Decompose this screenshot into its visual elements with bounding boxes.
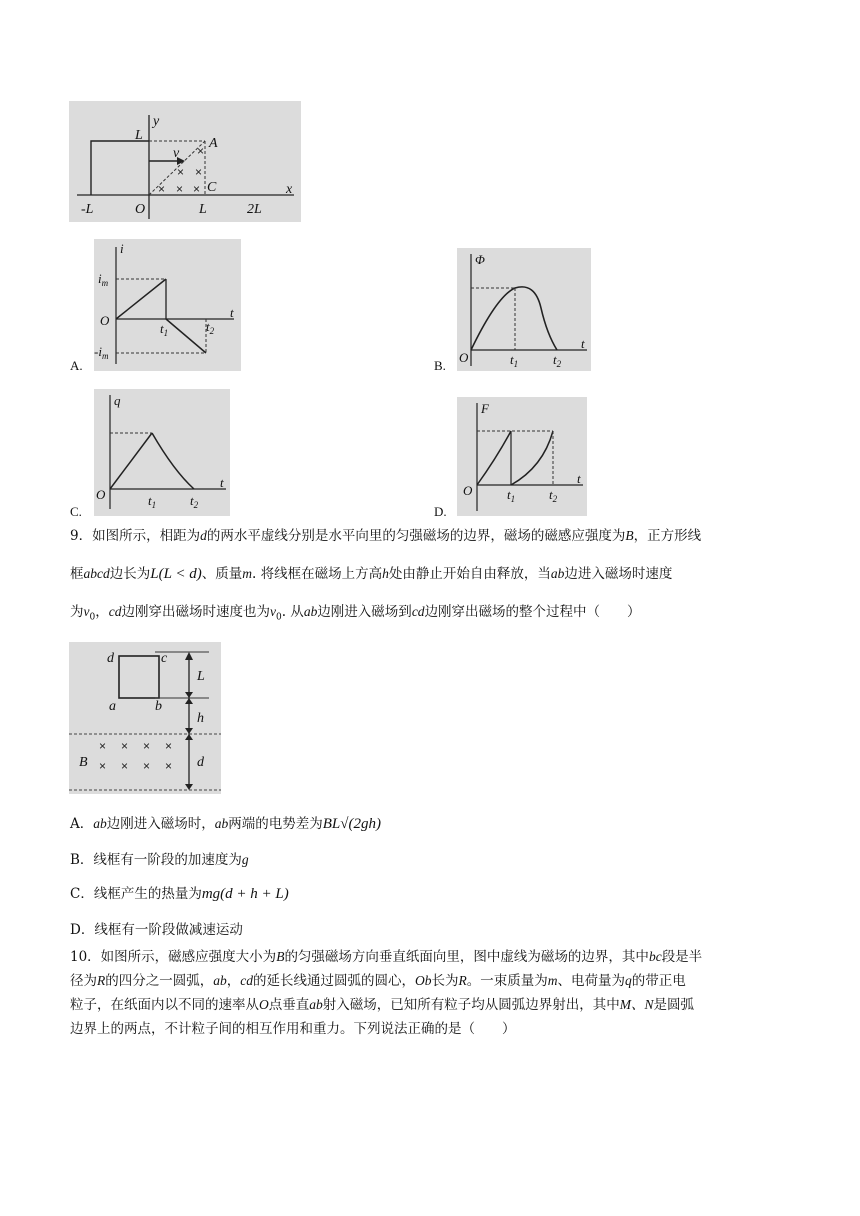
label-im: i bbox=[98, 271, 102, 286]
label-O: O bbox=[459, 350, 469, 365]
q10-line-3: 粒子，在纸面内以不同的速率从O点垂直ab射入磁场，已知所有粒子均从圆弧边界射出，其中M、N是圆弧 bbox=[70, 997, 694, 1013]
label-d-corner: d bbox=[107, 651, 114, 666]
label-im-sub: m bbox=[101, 278, 109, 288]
svg-text:×: × bbox=[176, 182, 184, 196]
svg-text:×: × bbox=[193, 182, 201, 196]
axis-phi: Φ bbox=[475, 252, 485, 267]
label-c-corner: c bbox=[161, 651, 168, 666]
q9-line-2: 框abcd边长为L(L < d)、质量m. 将线框在磁场上方高h处由静止开始自由释放，当ab边进入磁场时速度 bbox=[70, 566, 673, 582]
svg-text:t1 bbox=[507, 487, 515, 504]
svg-text:t1 bbox=[160, 321, 168, 338]
axis-F: F bbox=[481, 401, 489, 416]
q9-option-C[interactable]: C．线框产生的热量为mg(d + h + L) bbox=[70, 886, 289, 902]
svg-text:×: × bbox=[165, 739, 173, 753]
label-neg-im-sub: m bbox=[101, 351, 109, 361]
label-t2: t bbox=[206, 319, 210, 334]
axis-t: t bbox=[230, 305, 234, 320]
svg-text:×: × bbox=[99, 739, 107, 753]
svg-text:t2 bbox=[549, 487, 558, 504]
svg-text:×: × bbox=[197, 144, 205, 158]
label-x: x bbox=[286, 182, 293, 197]
svg-text:t2 bbox=[553, 352, 562, 369]
svg-text:t2 bbox=[190, 493, 199, 510]
label-t2-sub: 2 bbox=[552, 494, 558, 504]
q9-option-D[interactable]: D．线框有一阶段做减速运动 bbox=[70, 922, 243, 938]
label-t2-sub: 2 bbox=[556, 359, 562, 369]
svg-text:t1 bbox=[148, 493, 156, 510]
label-B-field: B bbox=[79, 755, 88, 770]
label-2L: 2L bbox=[247, 202, 262, 217]
label-neg-L: -L bbox=[81, 202, 94, 217]
label-L-dim: L bbox=[197, 669, 205, 684]
option-C-graph bbox=[94, 389, 230, 516]
option-A-graph bbox=[94, 239, 241, 371]
label-d-dim: d bbox=[197, 755, 204, 770]
q9-line-1: 9．如图所示，相距为d的两水平虚线分别是水平向里的匀强磁场的边界，磁场的磁感应强度为B，正方形线 bbox=[70, 528, 702, 544]
option-C-letter: C. bbox=[70, 504, 82, 519]
label-C: C bbox=[207, 180, 217, 195]
q10-line-1: 10．如图所示，磁感应强度大小为B的匀强磁场方向垂直纸面向里，图中虚线为磁场的边界，其中bc段是半 bbox=[70, 949, 703, 965]
q9-option-B[interactable]: B．线框有一阶段的加速度为g bbox=[70, 852, 249, 868]
label-O: O bbox=[463, 483, 473, 498]
label-v: v bbox=[173, 146, 180, 161]
q10-line-4: 边界上的两点，不计粒子间的相互作用和重力。下列说法正确的是（ ） bbox=[70, 1021, 516, 1037]
q10-stem bbox=[70, 945, 790, 1041]
svg-text:×: × bbox=[158, 182, 166, 196]
axis-t: t bbox=[220, 475, 224, 490]
q9-option-A[interactable]: A．ab边刚进入磁场时，ab两端的电势差为BL√(2gh) bbox=[70, 816, 381, 832]
label-t2: t bbox=[190, 493, 194, 508]
label-t1-sub: 1 bbox=[163, 328, 169, 338]
label-O: O bbox=[100, 313, 110, 328]
svg-text:×: × bbox=[143, 759, 151, 773]
label-t2: t bbox=[549, 487, 553, 502]
svg-text:t1 bbox=[510, 352, 518, 369]
option-D-graph bbox=[457, 397, 587, 516]
axis-t: t bbox=[581, 336, 585, 351]
q9-line-3: 为$v_0$，cd边刚穿出磁场时速度也为$v_0$. 从ab边刚进入磁场到cd边刚穿出磁场的整个过程中（ ） bbox=[70, 604, 641, 623]
label-t1: t bbox=[510, 352, 514, 367]
svg-text:×: × bbox=[165, 759, 173, 773]
option-D-letter: D. bbox=[434, 504, 447, 519]
axis-q: q bbox=[114, 393, 121, 408]
option-B-graph bbox=[457, 248, 591, 371]
svg-text:t2 bbox=[206, 319, 215, 336]
label-t1: t bbox=[148, 493, 152, 508]
label-A: A bbox=[209, 136, 218, 151]
axis-t: t bbox=[577, 471, 581, 486]
svg-text:×: × bbox=[177, 165, 185, 179]
label-b-corner: b bbox=[155, 699, 162, 714]
label-a-corner: a bbox=[109, 699, 116, 714]
q9-figure bbox=[69, 642, 221, 794]
label-t2: t bbox=[553, 352, 557, 367]
q9-stem bbox=[70, 517, 792, 637]
svg-text:-im bbox=[94, 344, 109, 361]
label-t2-sub: 2 bbox=[193, 500, 199, 510]
label-L-axis: L bbox=[199, 202, 207, 217]
label-t1-sub: 1 bbox=[151, 500, 157, 510]
label-t1-sub: 1 bbox=[513, 359, 519, 369]
label-t1: t bbox=[507, 487, 511, 502]
svg-text:im bbox=[98, 271, 109, 288]
label-O: O bbox=[96, 487, 106, 502]
axis-i: i bbox=[120, 241, 124, 256]
label-t1-sub: 1 bbox=[510, 494, 516, 504]
svg-text:×: × bbox=[121, 759, 129, 773]
svg-text:×: × bbox=[195, 165, 203, 179]
option-B-letter: B. bbox=[434, 358, 446, 373]
option-A-letter: A. bbox=[70, 358, 83, 373]
svg-text:×: × bbox=[121, 739, 129, 753]
svg-text:×: × bbox=[99, 759, 107, 773]
label-neg-im: -i bbox=[94, 344, 102, 359]
label-L-top: L bbox=[135, 128, 143, 143]
q10-line-2: 径为R的四分之一圆弧，ab，cd的延长线通过圆弧的圆心，Ob长为R。一束质量为m、电荷量为q的带正电 bbox=[70, 973, 686, 989]
top-figure bbox=[69, 101, 301, 222]
label-t2-sub: 2 bbox=[209, 326, 215, 336]
svg-text:×: × bbox=[143, 739, 151, 753]
label-t1: t bbox=[160, 321, 164, 336]
label-y: y bbox=[153, 114, 160, 129]
label-h-dim: h bbox=[197, 711, 204, 726]
label-O: O bbox=[135, 202, 146, 217]
